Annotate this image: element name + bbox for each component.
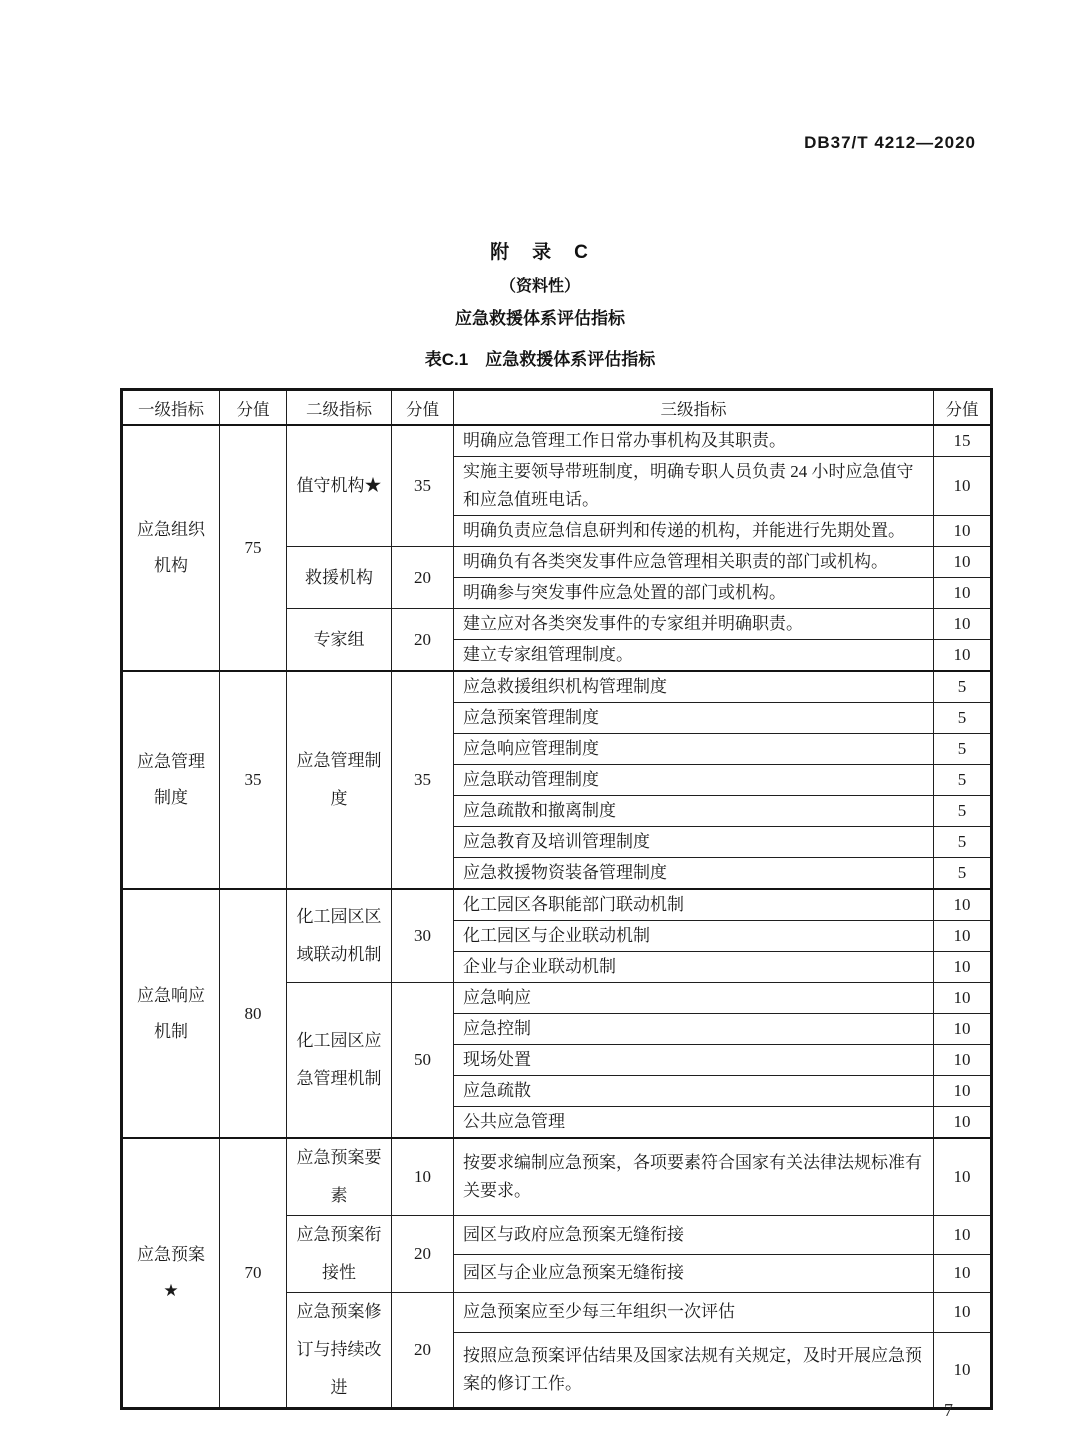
criterion-score-cell: 10 — [934, 547, 992, 578]
criterion-score-cell: 5 — [934, 703, 992, 734]
level2-score-cell: 20 — [392, 1293, 454, 1409]
criterion-score-cell: 10 — [934, 1216, 992, 1255]
criterion-score-cell: 10 — [934, 1107, 992, 1139]
criterion-score-cell: 5 — [934, 765, 992, 796]
criterion-cell: 明确负有各类突发事件应急管理相关职责的部门或机构。 — [454, 547, 934, 578]
level1-cell — [122, 425, 220, 671]
level2-score-cell: 30 — [392, 889, 454, 983]
criterion-cell: 企业与企业联动机制 — [454, 952, 934, 983]
criterion-score-cell: 10 — [934, 516, 992, 547]
level2-score-cell: 50 — [392, 983, 454, 1139]
criterion-score-cell: 15 — [934, 425, 992, 457]
criterion-score-cell: 10 — [934, 578, 992, 609]
criterion-score-cell: 5 — [934, 796, 992, 827]
page-number: 7 — [944, 1400, 953, 1420]
criterion-cell: 现场处置 — [454, 1045, 934, 1076]
criterion-cell: 建立应对各类突发事件的专家组并明确职责。 — [454, 609, 934, 640]
star-icon: ★ — [163, 1281, 179, 1300]
criterion-cell: 实施主要领导带班制度，明确专职人员负责 24 小时应急值守和应急值班电话。 — [454, 457, 934, 516]
criterion-score-cell: 5 — [934, 827, 992, 858]
criterion-cell: 按要求编制应急预案，各项要素符合国家有关法律法规标准有关要求。 — [454, 1138, 934, 1216]
criterion-score-cell: 5 — [934, 671, 992, 703]
criterion-score-cell: 10 — [934, 609, 992, 640]
criterion-score-cell: 5 — [934, 858, 992, 890]
criterion-score-cell: 10 — [934, 457, 992, 516]
criterion-cell: 园区与企业应急预案无缝衔接 — [454, 1254, 934, 1293]
criterion-cell: 公共应急管理 — [454, 1107, 934, 1139]
criterion-cell: 化工园区与企业联动机制 — [454, 921, 934, 952]
level2-cell: 救援机构 — [287, 547, 392, 609]
header-row — [122, 390, 992, 426]
col-header-level3: 三级指标 — [454, 390, 934, 426]
level2-cell: 专家组 — [287, 609, 392, 672]
criterion-score-cell: 10 — [934, 1293, 992, 1333]
level1-line: 应急管理 — [137, 752, 205, 771]
criterion-cell: 明确参与突发事件应急处置的部门或机构。 — [454, 578, 934, 609]
criterion-score-cell: 10 — [934, 983, 992, 1014]
level1-line: 机构 — [154, 556, 188, 575]
level1-cell — [122, 671, 220, 889]
table-caption: 表C.1 应急救援体系评估指标 — [424, 350, 656, 369]
evaluation-table — [120, 388, 993, 1410]
criterion-cell: 园区与政府应急预案无缝衔接 — [454, 1216, 934, 1255]
level2-score-cell: 20 — [392, 609, 454, 672]
criterion-cell: 化工园区各职能部门联动机制 — [454, 889, 934, 921]
level2-cell: 值守机构★ — [287, 425, 392, 547]
level2-cell: 应急预案修订与持续改进 — [287, 1293, 392, 1409]
level1-score-cell: 70 — [220, 1138, 287, 1409]
level2-score-cell: 10 — [392, 1138, 454, 1216]
criterion-score-cell: 10 — [934, 889, 992, 921]
level2-score-cell: 20 — [392, 1216, 454, 1293]
criterion-cell: 应急救援组织机构管理制度 — [454, 671, 934, 703]
table-row — [122, 889, 992, 921]
criterion-score-cell: 5 — [934, 734, 992, 765]
table-row — [122, 425, 992, 457]
criterion-cell: 应急疏散 — [454, 1076, 934, 1107]
criterion-score-cell: 10 — [934, 1254, 992, 1293]
criterion-cell: 应急疏散和撤离制度 — [454, 796, 934, 827]
level1-line: 制度 — [154, 788, 188, 807]
level1-score-cell: 35 — [220, 671, 287, 889]
level2-cell: 化工园区区域联动机制 — [287, 889, 392, 983]
criterion-cell: 按照应急预案评估结果及国家法规有关规定，及时开展应急预案的修订工作。 — [454, 1332, 934, 1408]
col-header-level1: 一级指标 — [122, 390, 220, 426]
criterion-cell: 应急响应管理制度 — [454, 734, 934, 765]
criterion-score-cell: 10 — [934, 1076, 992, 1107]
level1-cell — [122, 889, 220, 1138]
level2-score-cell: 20 — [392, 547, 454, 609]
level1-score-cell: 75 — [220, 425, 287, 671]
criterion-score-cell: 10 — [934, 952, 992, 983]
criterion-cell: 建立专家组管理制度。 — [454, 640, 934, 672]
criterion-score-cell: 10 — [934, 1014, 992, 1045]
level2-score-cell: 35 — [392, 425, 454, 547]
criterion-cell: 明确应急管理工作日常办事机构及其职责。 — [454, 425, 934, 457]
document-number: DB37/T 4212—2020 — [804, 133, 976, 152]
appendix-subject: 应急救援体系评估指标 — [455, 309, 625, 328]
appendix-informative-label: （资料性） — [499, 278, 580, 295]
level1-score-cell: 80 — [220, 889, 287, 1138]
criterion-cell: 应急联动管理制度 — [454, 765, 934, 796]
criterion-cell: 明确负责应急信息研判和传递的机构，并能进行先期处置。 — [454, 516, 934, 547]
table-row — [122, 671, 992, 703]
level1-line: 机制 — [154, 1021, 188, 1041]
criterion-cell: 应急教育及培训管理制度 — [454, 827, 934, 858]
criterion-cell: 应急响应 — [454, 983, 934, 1014]
level2-cell: 应急管理制度 — [287, 671, 392, 889]
criterion-cell: 应急预案应至少每三年组织一次评估 — [454, 1293, 934, 1333]
level1-line: 应急响应 — [137, 985, 205, 1005]
col-header-score2: 分值 — [392, 390, 454, 426]
appendix-heading — [0, 237, 1080, 329]
col-header-score1: 分值 — [220, 390, 287, 426]
level2-cell: 应急预案要素 — [287, 1138, 392, 1216]
criterion-cell: 应急预案管理制度 — [454, 703, 934, 734]
col-header-level2: 二级指标 — [287, 390, 392, 426]
level1-line: 应急预案 — [137, 1245, 205, 1264]
level2-cell: 化工园区应急管理机制 — [287, 983, 392, 1139]
criterion-score-cell: 10 — [934, 1045, 992, 1076]
criterion-score-cell: 10 — [934, 1332, 992, 1408]
criterion-cell: 应急救援物资装备管理制度 — [454, 858, 934, 890]
level1-line: 应急组织 — [137, 520, 205, 539]
criterion-score-cell: 10 — [934, 921, 992, 952]
criterion-cell: 应急控制 — [454, 1014, 934, 1045]
level2-score-cell: 35 — [392, 671, 454, 889]
criterion-score-cell: 10 — [934, 640, 992, 672]
appendix-title: 附 录 C — [490, 242, 590, 263]
table-row — [122, 1138, 992, 1216]
criterion-score-cell: 10 — [934, 1138, 992, 1216]
level1-cell — [122, 1138, 220, 1409]
col-header-score3: 分值 — [934, 390, 992, 426]
level2-cell: 应急预案衔接性 — [287, 1216, 392, 1293]
